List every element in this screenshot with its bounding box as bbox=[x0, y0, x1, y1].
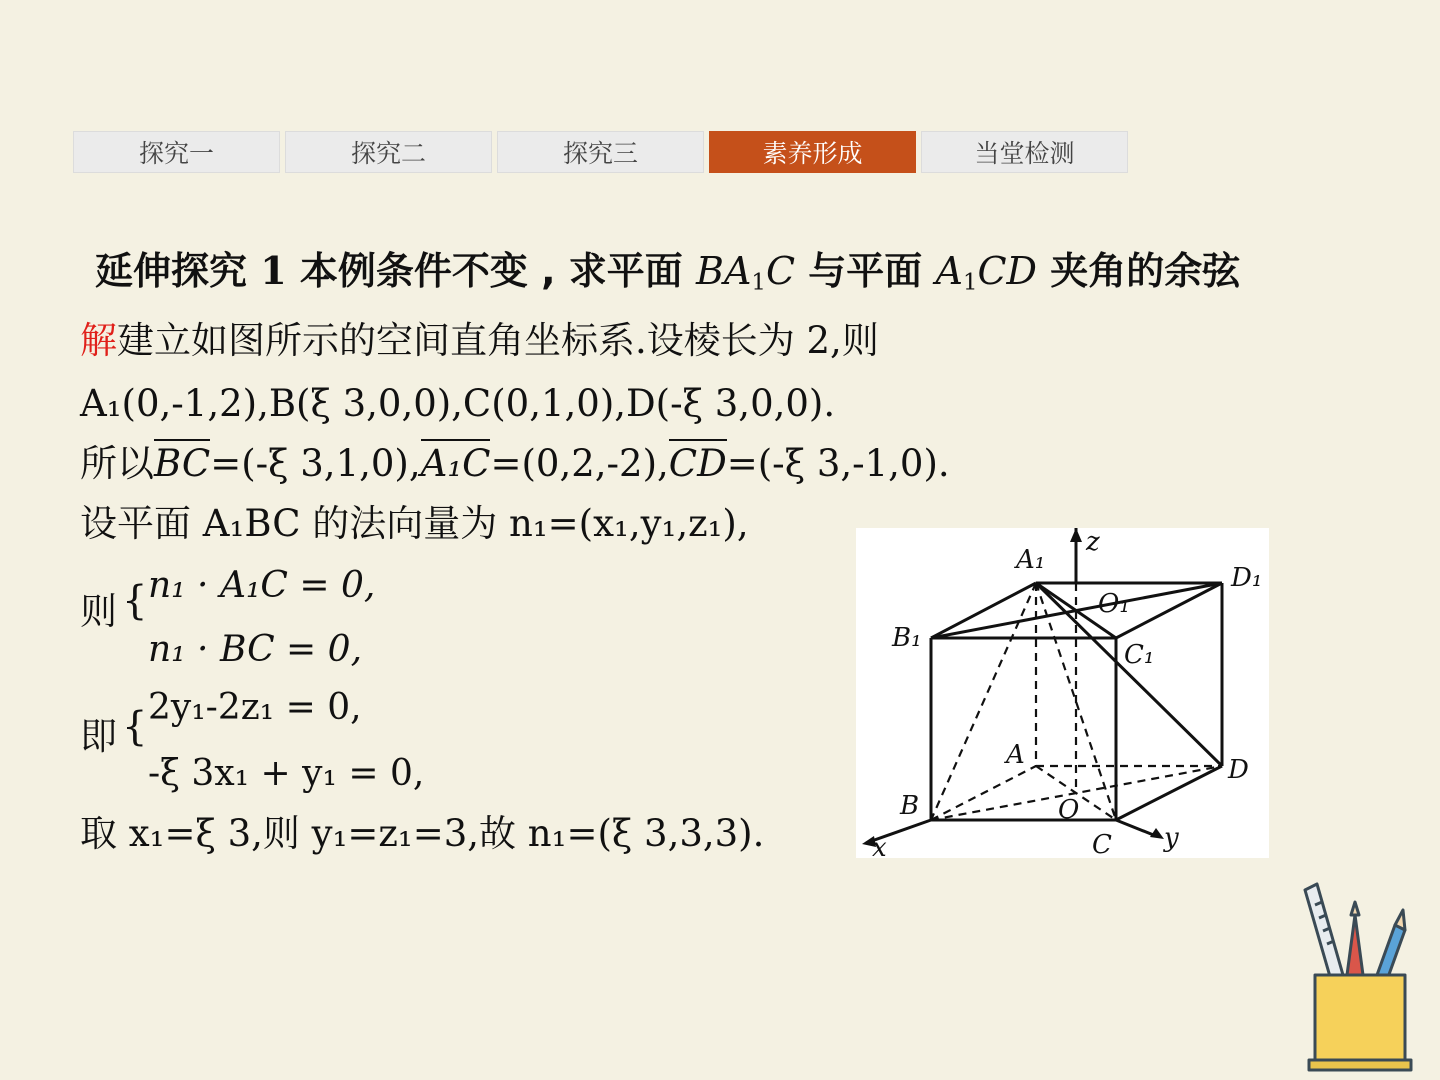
pencil-cup-icon bbox=[1295, 880, 1425, 1075]
solution-last-line: 取 x₁=ξ 3,则 y₁=z₁=3,故 n₁=(ξ 3,3,3). bbox=[80, 812, 765, 855]
vector-a1c-value: =(0,2,-2), bbox=[490, 442, 669, 485]
label-a: A bbox=[1006, 740, 1025, 770]
label-o1: O₁ bbox=[1098, 589, 1130, 619]
solution-line-4: 设平面 A₁BC 的法向量为 n₁=(x₁,y₁,z₁), bbox=[80, 502, 749, 545]
plane2-sub: 1 bbox=[962, 269, 978, 296]
tab-explore-3[interactable]: 探究三 bbox=[497, 131, 704, 173]
vector-cd-value: =(-ξ 3,-1,0). bbox=[726, 442, 950, 485]
vector-bc-value: =(-ξ 3,1,0), bbox=[210, 442, 421, 485]
label-z: z bbox=[1086, 528, 1100, 557]
vector-cd: CD bbox=[668, 442, 727, 485]
line1-text: 建立如图所示的空间直角坐标系.设棱长为 2,则 bbox=[117, 319, 879, 362]
heading-prefix: 延伸探究 bbox=[95, 249, 261, 293]
vector-bc: BC bbox=[154, 442, 211, 485]
label-d1: D₁ bbox=[1231, 563, 1263, 593]
left-brace-icon: { bbox=[122, 578, 148, 624]
solution-line-1 bbox=[80, 319, 879, 362]
label-a1: A₁ bbox=[1016, 545, 1046, 575]
plane1: BA bbox=[696, 249, 752, 293]
solution-label: 解 bbox=[80, 319, 117, 362]
heading-text3: 夹角的余弦 bbox=[1037, 249, 1241, 293]
nav-tabs bbox=[73, 131, 1128, 173]
ji-label: 即 bbox=[80, 715, 117, 758]
cube-figure bbox=[856, 528, 1269, 858]
tab-explore-1[interactable]: 探究一 bbox=[73, 131, 280, 173]
tab-class-test[interactable]: 当堂检测 bbox=[921, 131, 1128, 173]
heading-text2: 与平面 bbox=[795, 249, 936, 293]
label-c: C bbox=[1092, 830, 1112, 858]
tab-explore-2[interactable]: 探究二 bbox=[285, 131, 492, 173]
equation-3: 2y₁-2z₁ = 0, bbox=[148, 687, 362, 728]
equation-2: n₁ · BC = 0, bbox=[148, 629, 363, 670]
label-o: O bbox=[1058, 795, 1080, 825]
plane1-sub: 1 bbox=[751, 269, 766, 296]
solution-line-3 bbox=[80, 442, 950, 485]
heading-text1: 本例条件不变 , 求平面 bbox=[286, 249, 697, 293]
plane2-tail: CD bbox=[977, 249, 1037, 293]
left-brace-icon: { bbox=[122, 704, 148, 750]
solution-line-2: A₁(0,-1,2),B(ξ 3,0,0),C(0,1,0),D(-ξ 3,0,0). bbox=[80, 382, 836, 425]
heading-num: 1 bbox=[260, 248, 287, 293]
label-d: D bbox=[1228, 755, 1249, 785]
equation-4: -ξ 3x₁ + y₁ = 0, bbox=[148, 753, 425, 794]
equation-1: n₁ · A₁C = 0, bbox=[148, 565, 376, 606]
heading bbox=[95, 248, 1241, 296]
line3-prefix: 所以 bbox=[80, 442, 154, 485]
label-c1: C₁ bbox=[1124, 640, 1155, 670]
plane1-tail: C bbox=[765, 249, 796, 293]
plane2: A bbox=[935, 249, 963, 293]
vector-a1c: A₁C bbox=[420, 442, 491, 485]
label-b: B bbox=[900, 791, 920, 821]
ze-label: 则 bbox=[80, 590, 117, 633]
tab-literacy[interactable]: 素养形成 bbox=[709, 131, 916, 173]
label-b1: B₁ bbox=[892, 623, 922, 653]
label-y: y bbox=[1164, 823, 1179, 853]
label-x: x bbox=[872, 833, 887, 858]
